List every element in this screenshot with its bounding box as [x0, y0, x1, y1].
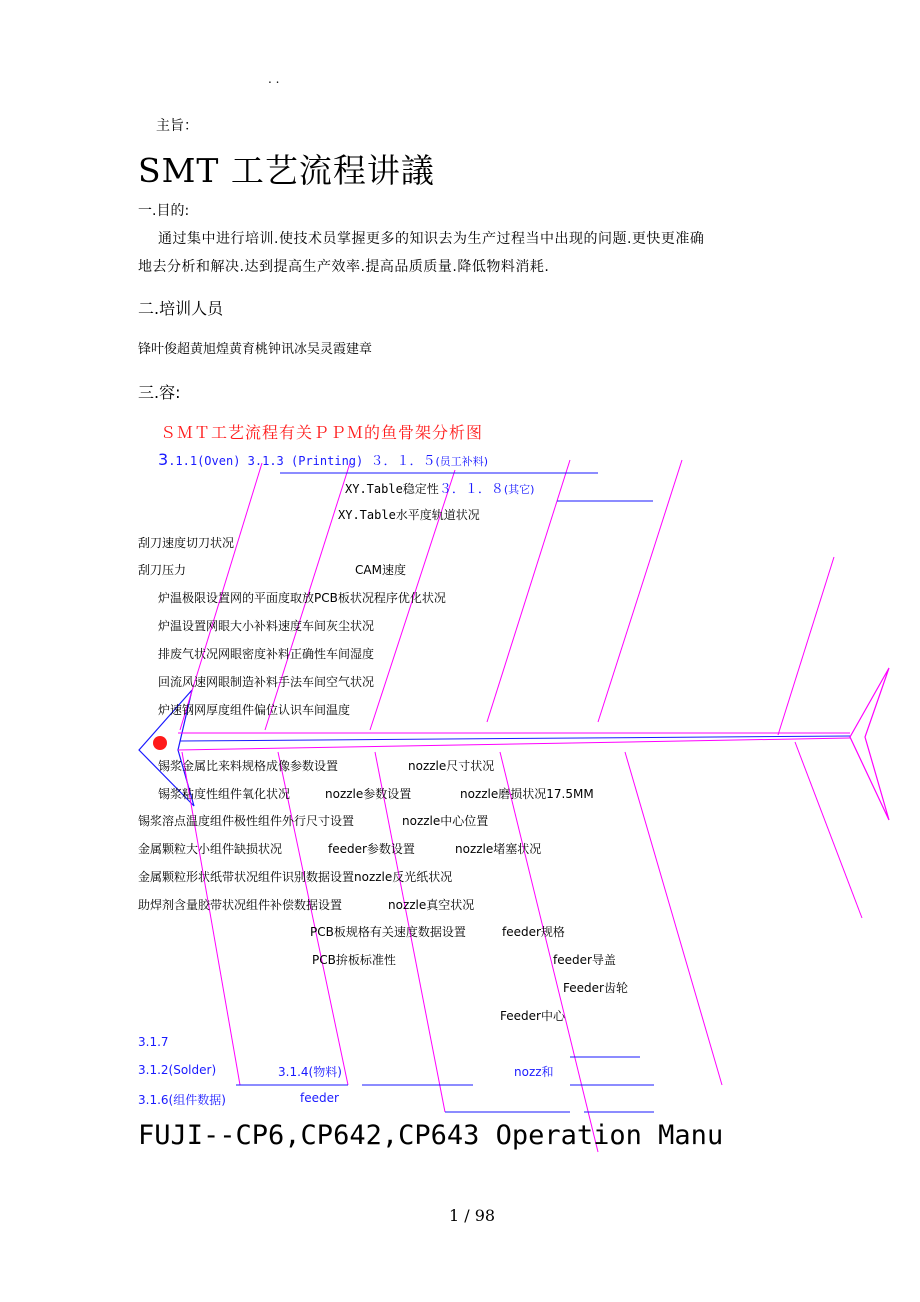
fish-tail — [850, 668, 889, 820]
lower-row-5: 金属颗粒形状纸带状况组件识别数据设置nozzle反光纸状况 — [138, 870, 453, 884]
bottom-label-component-data: 3.1.6(组件数据) — [138, 1093, 226, 1107]
lower-row-1b: nozzle尺寸状况 — [408, 759, 495, 773]
bottom-label-317: 3.1.7 — [138, 1035, 169, 1049]
top-label-big-digit: 3 — [158, 450, 169, 469]
top-label-oven-printing: .1.1(Oven) 3.1.3 (Printing) — [168, 454, 371, 468]
lower-row-6b: nozzle真空状况 — [388, 898, 475, 912]
xy-table-stability: XY.Table稳定性 — [345, 482, 439, 496]
upper-row-1: 刮刀速度切刀状况 — [138, 536, 235, 550]
lower-row-4b: feeder参数设置 — [328, 842, 415, 856]
bone-upper-6 — [778, 557, 834, 735]
xy-table-stability-row — [345, 478, 534, 497]
upper-row-2b: CAM速度 — [355, 563, 406, 577]
section-heading-trainees: 二.培训人员 — [138, 299, 224, 318]
purpose-line-2: 地去分析和解决.达到提高生产效率.提高品质质量.降低物料消耗. — [138, 259, 550, 275]
lower-row-4: 金属颗粒大小组件缺损状况 — [138, 842, 283, 856]
top-label-315: ３．１．５ — [370, 454, 436, 469]
lower-row-6: 助焊剂含量胶带状况组件补偿数据设置 — [138, 898, 343, 912]
lower-row-7: PCB板规格有关速度数据设置 — [310, 925, 466, 939]
bone-lower-6 — [795, 742, 862, 918]
top-label-other: (其它) — [503, 483, 535, 496]
upper-row-6: 回流风速网眼制造补料手法车间空气状况 — [158, 675, 375, 689]
bottom-label-material: 3.1.4(物料) — [278, 1065, 342, 1079]
top-label-row — [158, 450, 488, 469]
subtitle-label: 主旨： — [156, 118, 198, 134]
fish-eye — [153, 736, 167, 750]
bottom-label-nozzle: nozz和 — [514, 1065, 554, 1079]
top-label-staff: (员工补料) — [435, 455, 489, 468]
lower-row-3: 锡浆溶点温度组件极性组件外行尺寸设置 — [138, 814, 355, 828]
upper-row-5: 排废气状况网眼密度补料正确性车间湿度 — [158, 647, 375, 661]
upper-row-4: 炉温设置网眼大小补料速度车间灰尘状况 — [158, 619, 375, 633]
section-heading-purpose: 一.目的: — [138, 203, 190, 219]
fishbone-title: ＳＭＴ工艺流程有关ＰＰＭ的鱼骨架分析图 — [160, 423, 484, 442]
lower-row-4c: nozzle堵塞状况 — [455, 842, 542, 856]
purpose-line-1: 通过集中进行培训.使技术员掌握更多的知识去为生产过程当中出现的问题.更快更准确 — [158, 231, 705, 247]
bone-upper-4 — [487, 460, 570, 722]
xy-table-level: XY.Table水平度轨道状况 — [338, 508, 480, 522]
lower-row-7b: feeder规格 — [502, 925, 565, 939]
lower-row-3b: nozzle中心位置 — [402, 814, 489, 828]
lower-row-2c: nozzle磨损状况17.5MM — [460, 787, 594, 801]
lower-row-9: Feeder齿轮 — [563, 981, 628, 995]
page-number: 1 / 98 — [449, 1206, 496, 1225]
page-title: SMT 工艺流程讲議 — [138, 151, 435, 190]
bottom-label-feeder: feeder — [300, 1091, 339, 1105]
lower-row-8: PCB拚板标准性 — [312, 953, 396, 967]
lower-row-2b: nozzle参数设置 — [325, 787, 412, 801]
lower-row-8b: feeder导盖 — [553, 953, 616, 967]
upper-row-7: 炉速钢网厚度组件偏位认识车间温度 — [158, 703, 351, 717]
section-heading-content: 三.容: — [138, 383, 181, 402]
upper-row-3: 炉温极限设置网的平面度取放PCB板状况程序优化状况 — [158, 591, 446, 605]
lower-row-2: 锡浆粘度性组件氧化状况 — [158, 787, 291, 801]
bottom-label-solder: 3.1.2(Solder) — [138, 1063, 217, 1077]
lower-row-10: Feeder中心 — [500, 1009, 565, 1023]
header-dots: . . — [268, 72, 280, 86]
upper-row-2: 刮刀压力 — [138, 563, 187, 577]
bone-lower-5 — [625, 752, 722, 1085]
bone-upper-5 — [598, 460, 682, 722]
trainee-names: 锋叶俊超黄旭煌黄育桃钟讯冰吴灵霞建章 — [138, 342, 373, 357]
lower-row-1: 锡浆金属比来料规格成像参数设置 — [158, 759, 339, 773]
manual-title: FUJI--CP6,CP642,CP643 Operation Manu — [138, 1120, 724, 1151]
top-label-318: ３．１．８ — [438, 482, 504, 497]
